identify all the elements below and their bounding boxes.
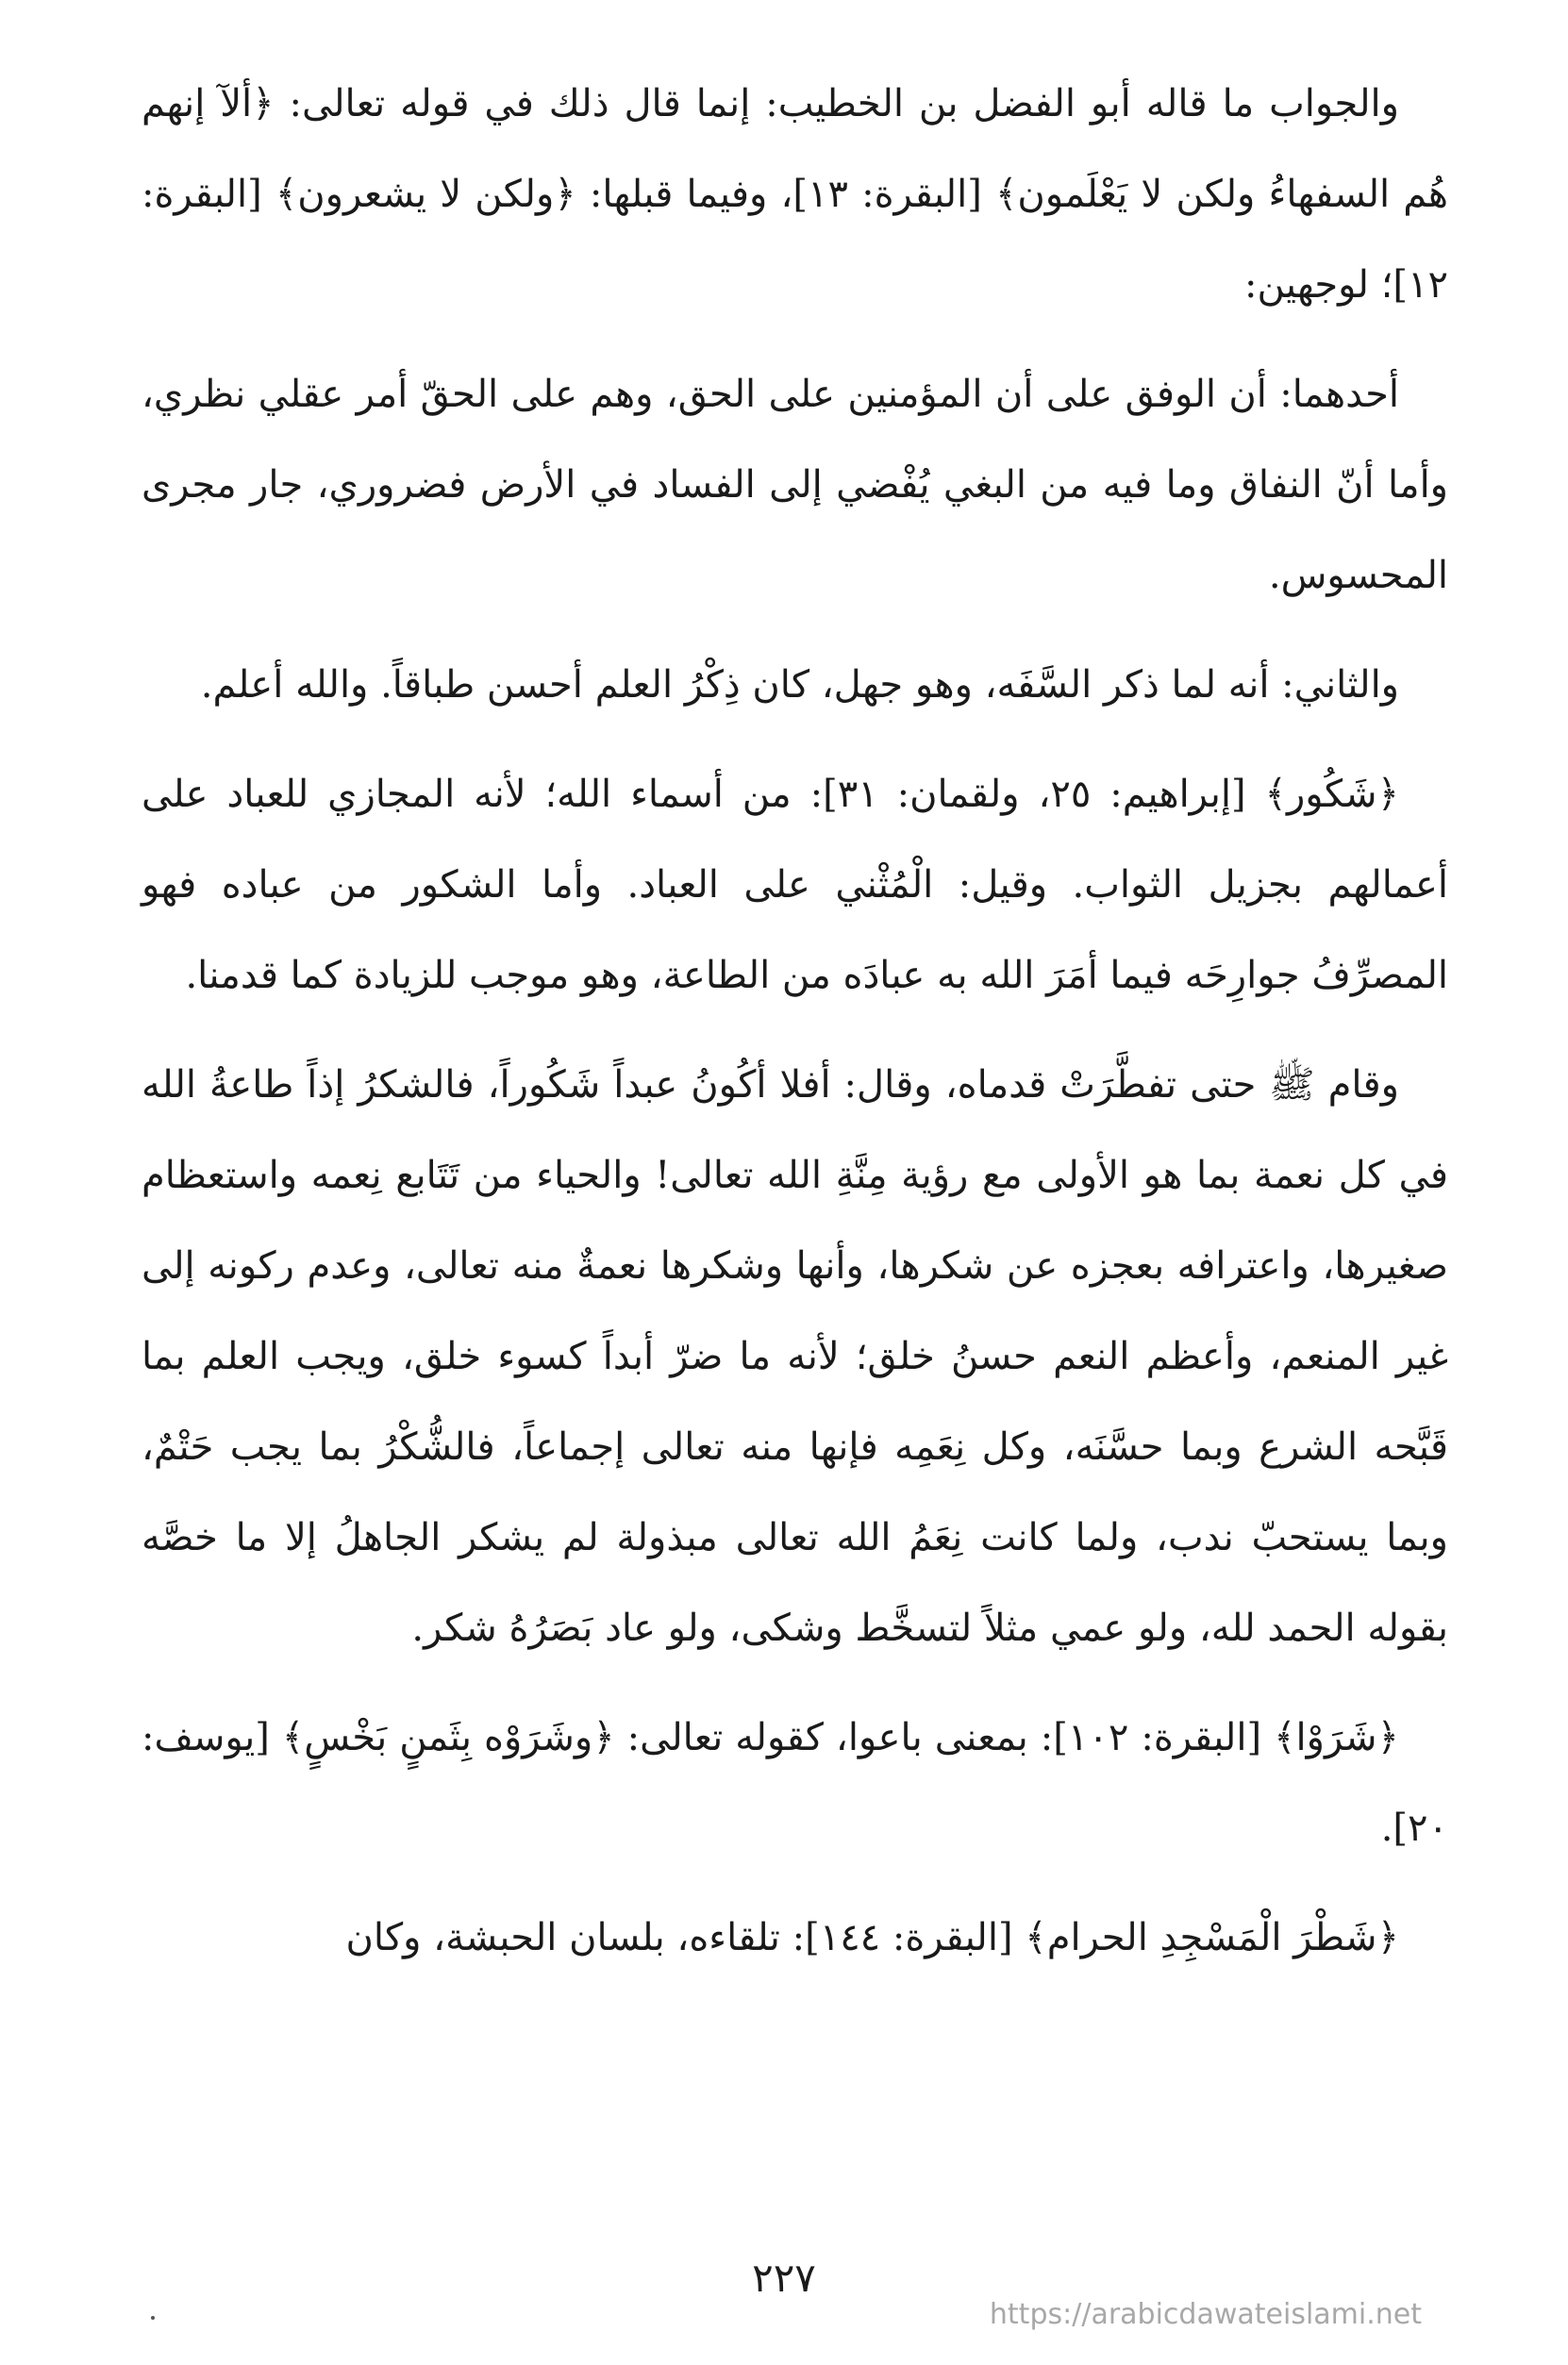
watermark-url: https://arabicdawateislami.net <box>989 2298 1422 2331</box>
paragraph-second-reason: والثاني: أنه لما ذكر السَّفَه، وهو جهل، كان ذِكْرُ العلم أحسن طباقاً. والله أعلم. <box>200 663 1399 707</box>
paragraph-shakur: ﴿شَكُور﴾ [إبراهيم: ٢٥، ولقمان: ٣١]: من أسماء الله؛ لأنه المجازي للعباد على أعمالهم بجزيل الثواب. وقيل: الْمُثْني على العباد. وأما الشكور من عباده فهو المصرِّفُ جوارِحَه فيما أمَرَ الله به عبادَه من الطاعة، وهو موجب للزيادة كما قدمنا. <box>142 773 1448 997</box>
paragraph-gratitude: وقام ﷺ حتى تفطَّرَتْ قدماه، وقال: أفلا أكُونُ عبداً شَكُوراً، فالشكرُ إذاً طاعةُ الله في كل نعمة بما هو الأولى مع رؤية مِنَّةِ الله تعالى! والحياء من تَتَابع نِعمه واستعظام صغيرها، واعترافه بعجزه عن شكرها، وأنها وشكرها نعمةٌ منه تعالى، وعدم ركونه إلى غير المنعم، وأعظم النعم حسنُ خلق؛ لأنه ما ضرّ أبداً كسوء خلق، ويجب العلم بما قَبَّحه الشرع وبما حسَّنَه، وكل نِعَمِه فإنها منه تعالى إجماعاً، فالشُّكْرُ بما يجب حَتْمٌ، وبما يستحبّ ندب، ولما كانت نِعَمُ الله تعالى مبذولة لم يشكر الجاهلُ إلا ما خصَّه بقوله الحمد لله، ولو عمي مثلاً لتسخَّط وشكى، ولو عاد بَصَرُهُ شكر. <box>142 1063 1448 1650</box>
paragraph-answer: والجواب ما قاله أبو الفضل بن الخطيب: إنما قال ذلك في قوله تعالى: ﴿ألآ إنهم هُم السفهاءُ ولكن لا يَعْلَمون﴾ [البقرة: ١٣]، وفيما قبلها: ﴿ولكن لا يشعرون﴾ [البقرة: ١٢]؛ لوجهين: <box>142 82 1449 307</box>
page-number: ٢٢٧ <box>752 2255 816 2301</box>
page-body <box>142 58 1448 2228</box>
scan-speck <box>151 2316 155 2320</box>
paragraph-shatr: ﴿شَطْرَ الْمَسْجِدِ الحرام﴾ [البقرة: ١٤٤]: تلقاءه، بلسان الحبشة، وكان <box>345 1916 1399 1959</box>
paragraph-sharaw: ﴿شَرَوْا﴾ [البقرة: ١٠٢]: بمعنى باعوا، كقوله تعالى: ﴿وشَرَوْه بِثَمنٍ بَخْسٍ﴾ [يوسف: ٢٠]. <box>142 1716 1448 1850</box>
paragraph-first-reason: أحدهما: أن الوفق على أن المؤمنين على الحق، وهم على الحقّ أمر عقلي نظري، وأما أنّ النفاق وما فيه من البغي يُفْضي إلى الفساد في الأرض فضروري، جار مجرى المحسوس. <box>142 373 1449 597</box>
